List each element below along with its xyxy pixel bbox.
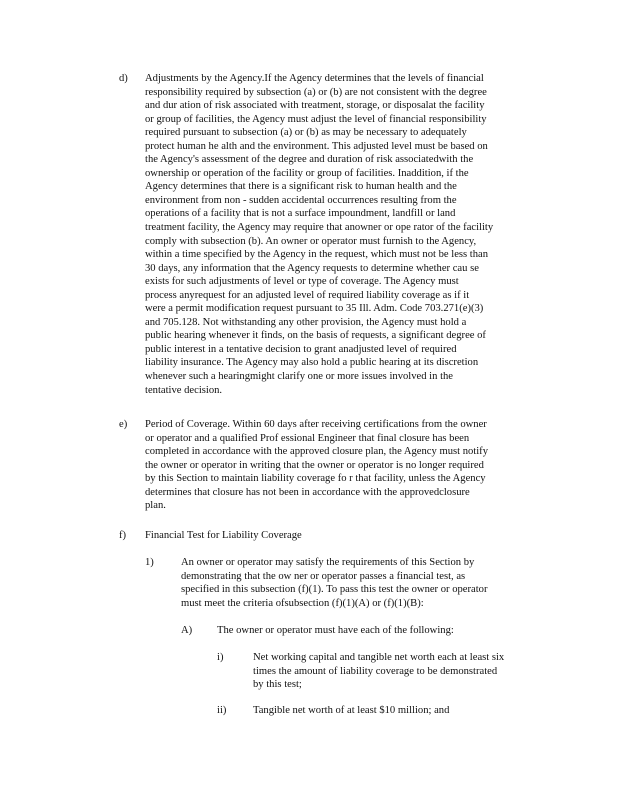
text-line: tentative decision. bbox=[145, 384, 223, 396]
text-line: and dur ation of risk associated with treatment, storage, or disposalat the facility bbox=[145, 100, 485, 112]
paragraph-marker: A) bbox=[181, 625, 193, 636]
text-line: 30 days, any information that the Agency requests to determine whether cau se bbox=[145, 262, 479, 274]
section-heading bbox=[145, 529, 537, 543]
text-line: times the amount of liability coverage to be demonstrated bbox=[253, 665, 498, 677]
text-line: responsibility required by subsection (a) or (b) are not consistent with the degree bbox=[145, 86, 487, 98]
text-line: ownership or operation of the facility or group of facilities. Inaddition, if the bbox=[145, 167, 469, 179]
text-line: environment from non - sudden accidental occurrences resulting from the bbox=[145, 194, 457, 206]
text-line: the Agency's assessment of the degree and duration of risk associatedwith the bbox=[145, 154, 474, 166]
text-line: Period of Coverage. Within 60 days after receiving certifications from the owner bbox=[145, 419, 487, 430]
text-line: treatment facility, the Agency may require that anowner or ope rator of the facility bbox=[145, 222, 494, 234]
text-line: required pursuant to subsection (a) or (b) as may be necessary to adequately bbox=[145, 127, 467, 139]
text-line: The owner or operator must have each of the following: bbox=[217, 625, 454, 636]
text-line: Financial Test for Liability Coverage bbox=[145, 530, 302, 541]
text-line: protect human he alth and the environment. This adjusted level must be based on bbox=[145, 140, 488, 152]
paragraph-marker: 1) bbox=[145, 557, 154, 568]
text-line: plan. bbox=[145, 500, 166, 512]
text-line: determines that closure has not been in accordance with the approvedclosure bbox=[145, 486, 470, 498]
paragraph-text bbox=[145, 72, 537, 397]
text-line: whenever such a hearingmight clarify one or more issues involved in the bbox=[145, 371, 454, 383]
paragraph-marker: ii) bbox=[217, 705, 227, 716]
text-line: or group of facilities, the Agency must adjust the level of financial responsibility bbox=[145, 113, 487, 125]
paragraph-text bbox=[145, 418, 537, 513]
text-line: liability insurance. The Agency may also hold a public hearing at its discretion bbox=[145, 357, 479, 369]
text-line: or operator and a qualified Prof essional Engineer that final closure has been bbox=[145, 432, 470, 444]
text-line: completed in accordance with the approved closure plan, the Agency must notify bbox=[145, 446, 489, 458]
paragraph-marker: i) bbox=[217, 652, 224, 663]
paragraph-marker: d) bbox=[119, 73, 128, 84]
text-line: and 705.128. Not withstanding any other provision, the Agency must hold a bbox=[145, 316, 467, 328]
text-line: An owner or operator may satisfy the requirements of this Section by bbox=[181, 557, 475, 568]
text-line: public interest in a tentative decision to grant anadjusted level of required bbox=[145, 343, 457, 355]
text-line: Adjustments by the Agency.If the Agency determines that the levels of financial bbox=[145, 73, 484, 84]
text-line: must meet the criteria ofsubsection (f)(1)(A) or (f)(1)(B): bbox=[181, 597, 424, 609]
paragraph-marker: f) bbox=[119, 530, 127, 541]
text-line: the owner or operator in writing that the owner or operator is no longer required bbox=[145, 459, 484, 471]
paragraph-marker: e) bbox=[119, 419, 128, 430]
text-line: within a time specified by the Agency in the request, which must not be less than bbox=[145, 249, 489, 261]
text-line: exists for such adjustments of level or type of coverage. The Agency must bbox=[145, 276, 459, 288]
text-line: specified in this subsection (f)(1). To pass this test the owner or operator bbox=[181, 584, 488, 596]
text-line: by this test; bbox=[253, 679, 302, 691]
text-line: Net working capital and tangible net worth each at least six bbox=[253, 652, 505, 663]
text-line: Agency determines that there is a significant risk to human health and the bbox=[145, 181, 457, 193]
paragraph-text bbox=[181, 556, 519, 610]
text-line: were a permit modification request pursuant to 35 Ill. Adm. Code 703.271(e)(3) bbox=[145, 303, 484, 315]
text-line: comply with subsection (b). An owner or operator must furnish to the Agency, bbox=[145, 235, 477, 247]
text-line: public hearing whenever it finds, on the basis of requests, a significant degree of bbox=[145, 330, 486, 342]
text-line: Tangible net worth of at least $10 million; and bbox=[253, 705, 450, 716]
text-line: process anyrequest for an adjusted level of required liability coverage as if it bbox=[145, 289, 470, 301]
text-line: by this Section to maintain liability coverage fo r that facility, unless the Agency bbox=[145, 473, 486, 485]
paragraph-text bbox=[217, 624, 517, 638]
text-line: demonstrating that the ow ner or operator passes a financial test, as bbox=[181, 570, 466, 582]
text-line: operations of a facility that is not a surface impoundment, landfill or land bbox=[145, 208, 456, 220]
paragraph-text bbox=[253, 651, 525, 692]
paragraph-text bbox=[253, 704, 525, 718]
